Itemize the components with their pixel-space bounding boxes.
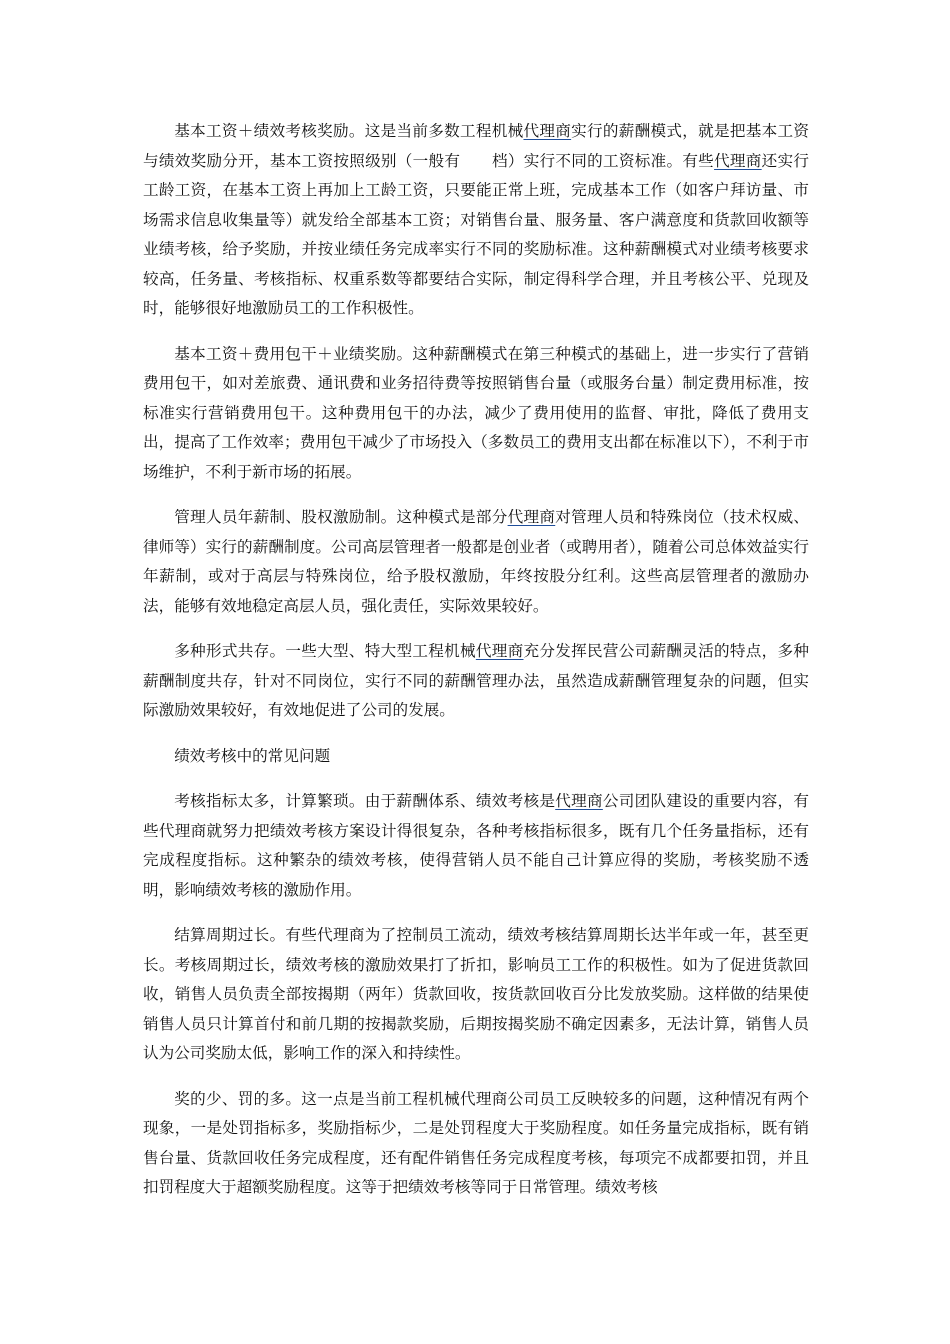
paragraph-annual-salary-equity <box>143 503 809 621</box>
paragraph-basic-salary-performance <box>143 117 809 324</box>
agent-link[interactable]: 代理商 <box>555 792 603 810</box>
agent-link[interactable]: 代理商 <box>714 151 762 170</box>
paragraph-expense-contract <box>143 340 809 488</box>
agent-link[interactable]: 代理商 <box>523 122 572 140</box>
heading-text: 绩效考核中的常见问题 <box>174 746 331 765</box>
agent-link[interactable]: 代理商 <box>507 508 556 526</box>
paragraph-text: 考核指标太多，计算繁琐。由于薪酬体系、绩效考核是 <box>174 792 556 810</box>
paragraph-text: 结算周期过长。有些代理商为了控制员工流动，绩效考核结算周期长达半年或一年，甚至更长。考核周期过长，绩效考核的激励效果打了折扣，影响员工工作的积极性。如为了促进货款回收，销售人员负责全部按揭期（两年）货款回收，按货款回收百分比发放奖励。这样做的结果使销售人员只计算首付和前几期的按揭款奖励，后期按揭奖励不确定因素多，无法计算，销售人员认为公司奖励太低，影响工作的深入和持续性。 <box>143 926 809 1062</box>
paragraph-text: 公司团队建设的重要内容，有些代理商就努力把绩效考核方案设计得很复杂，各种考核指标很多，既有几个任务量指标，还有完成程度指标。这种繁杂的绩效考核，使得营销人员不能自己计算应得的奖励，考核奖励不透明，影响绩效考核的激励作用。 <box>143 792 809 899</box>
paragraph-text: 还实行工龄工资，在基本工资上再加上工龄工资，只要能正常上班，完成基本工作（如客户拜访量、市场需求信息收集量等）就发给全部基本工资；对销售台量、服务量、客户满意度和货款回收额等业绩考核，给予奖励，并按业绩任务完成率实行不同的奖励标准。这种薪酬模式对业绩考核要求较高，任务量、考核指标、权重系数等都要结合实际，制定得科学合理，并且考核公平、兑现及时，能够很好地激励员工的工作积极性。 <box>143 151 809 317</box>
paragraph-mixed-forms <box>143 637 809 726</box>
paragraph-text: 基本工资＋费用包干＋业绩奖励。这种薪酬模式在第三种模式的基础上，进一步实行了营销费用包干，如对差旅费、通讯费和业务招待费等按照销售台量（或服务台量）制定费用标准，按标准实行营销费用包干。这种费用包干的办法，减少了费用使用的监督、审批，降低了费用支出，提高了工作效率；费用包干减少了市场投入（多数员工的费用支出都在标准以下），不利于市场维护，不利于新市场的拓展。 <box>143 344 809 481</box>
paragraph-text: 充分发挥民营公司薪酬灵活的特点，多种薪酬制度共存，针对不同岗位，实行不同的薪酬管理办法，虽然造成薪酬管理复杂的问题，但实际激励效果较好，有效地促进了公司的发展。 <box>143 642 809 719</box>
document-page <box>143 117 809 1219</box>
paragraph-too-many-indicators <box>143 787 809 905</box>
agent-link[interactable]: 代理商 <box>475 642 524 660</box>
paragraph-less-reward-more-penalty <box>143 1085 809 1203</box>
paragraph-text: 对管理人员和特殊岗位（技术权威、律师等）实行的薪酬制度。公司高层管理者一般都是创业者（或聘用者），随着公司总体效益实行年薪制，或对于高层与特殊岗位，给予股权激励，年终按股分红利。这些高层管理者的激励办法，能够有效地稳定高层人员，强化责任，实际效果较好。 <box>143 508 809 615</box>
section-heading-common-problems <box>143 742 809 772</box>
paragraph-text: 管理人员年薪制、股权激励制。这种模式是部分 <box>174 508 508 526</box>
paragraph-text: 实行的薪酬模式，就是把基本工资与绩效奖励分开，基本工资按照级别（一般有 档）实行不同的工资标准。有些 <box>143 122 809 170</box>
paragraph-text: 奖的少、罚的多。这一点是当前工程机械代理商公司员工反映较多的问题，这种情况有两个现象，一是处罚指标多，奖励指标少，二是处罚程度大于奖励程度。如任务量完成指标，既有销售台量、货款回收任务完成程度，还有配件销售任务完成程度考核，每项完不成都要扣罚，并且扣罚程度大于超额奖励程度。这等于把绩效考核等同于日常管理。绩效考核 <box>143 1089 809 1196</box>
paragraph-long-settlement-cycle <box>143 921 809 1069</box>
paragraph-text: 多种形式共存。一些大型、特大型工程机械 <box>174 642 476 660</box>
paragraph-text: 基本工资＋绩效考核奖励。这是当前多数工程机械 <box>174 122 524 140</box>
